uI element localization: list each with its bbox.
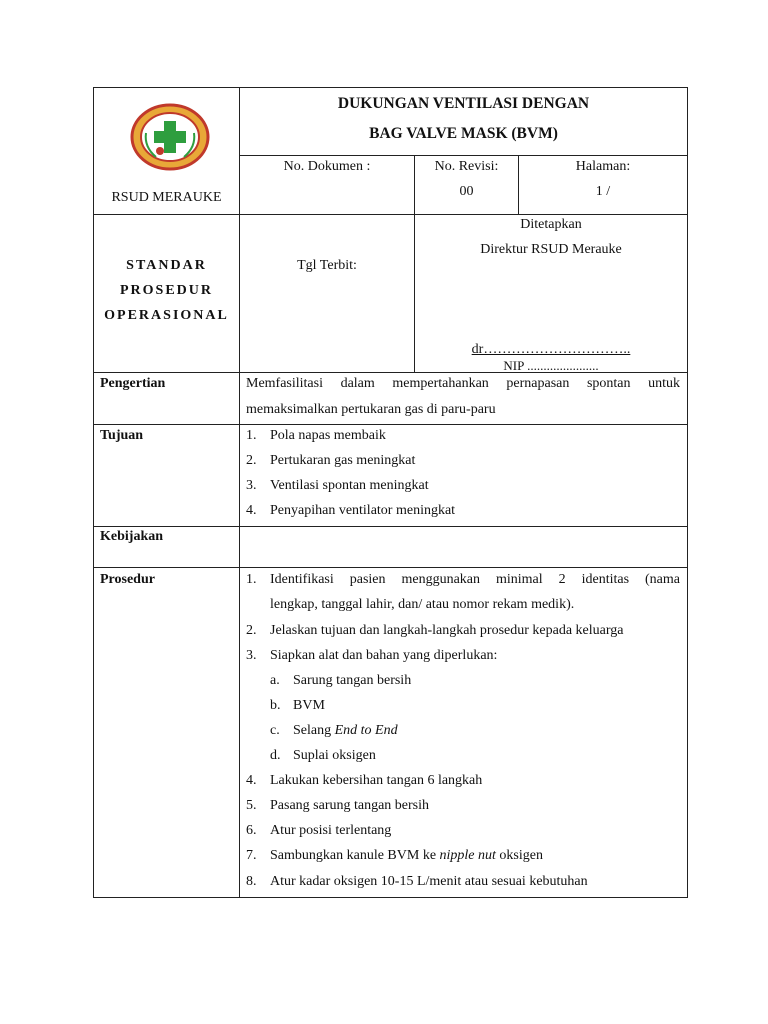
prosedur-subitem-text [293, 722, 398, 739]
prosedur-step-number: 8. [246, 874, 257, 889]
table-divider [93, 424, 688, 425]
document-title-line1: DUKUNGAN VENTILASI DENGAN [337, 95, 590, 112]
prosedur-step-number: 7. [246, 848, 257, 863]
prosedur-step-text: Jelaskan tujuan dan langkah-langkah prosedur kepada keluarga [270, 623, 624, 638]
direktur-label: Direktur RSUD Merauke [480, 242, 622, 257]
step-text-plain: Sambungkan kanule BVM ke [270, 848, 440, 863]
kebijakan-label: Kebijakan [100, 529, 164, 544]
ditetapkan-label: Ditetapkan [520, 217, 582, 232]
step-text-plain: oksigen [495, 848, 543, 863]
prosedur-step-text: Siapkan alat dan bahan yang diperlukan: [270, 648, 498, 663]
halaman-label: Halaman: [575, 159, 631, 174]
prosedur-subitem-letter: d. [270, 748, 281, 763]
prosedur-step-text: Atur posisi terlentang [270, 823, 392, 838]
prosedur-step-number: 4. [246, 773, 257, 788]
table-border-bottom [93, 897, 688, 898]
prosedur-subitem-letter: a. [270, 673, 280, 688]
prosedur-step-number: 3. [246, 648, 257, 663]
prosedur-step-number: 5. [246, 798, 257, 813]
table-divider [93, 526, 688, 527]
prosedur-step-text [270, 847, 543, 864]
sop-title-line3: OPERASIONAL [104, 308, 229, 323]
prosedur-subitem-text: Sarung tangan bersih [293, 673, 412, 688]
hospital-name: RSUD MERAUKE [111, 190, 222, 205]
prosedur-step-text: Lakukan kebersihan tangan 6 langkah [270, 773, 483, 788]
pengertian-text-line1: Memfasilitasi dalam mempertahankan pernapasan spontan untuk [246, 376, 680, 391]
document-title-line2: BAG VALVE MASK (BVM) [369, 125, 558, 142]
table-divider [239, 155, 688, 156]
prosedur-step-number: 1. [246, 572, 257, 587]
tgl-terbit-label: Tgl Terbit: [297, 258, 357, 273]
tujuan-item-text: Pertukaran gas meningkat [270, 453, 416, 468]
table-divider [93, 214, 688, 215]
prosedur-subitem-text: BVM [293, 698, 325, 713]
prosedur-step-number: 2. [246, 623, 257, 638]
no-revisi-value: 00 [459, 184, 474, 199]
tujuan-item-text: Pola napas membaik [270, 428, 386, 443]
table-border-top [93, 87, 688, 88]
prosedur-subitem-text: Suplai oksigen [293, 748, 376, 763]
hospital-logo [130, 103, 210, 171]
prosedur-step-number: 6. [246, 823, 257, 838]
prosedur-step-text: Identifikasi pasien menggunakan minimal 2 identitas (nama [270, 572, 680, 587]
pengertian-text-line2: memaksimalkan pertukaran gas di paru-paru [246, 402, 496, 417]
tujuan-item-number: 1. [246, 428, 257, 443]
pengertian-label: Pengertian [100, 376, 166, 391]
tujuan-label: Tujuan [100, 428, 144, 443]
no-dokumen-label: No. Dokumen : [283, 159, 371, 174]
sop-title-line2: PROSEDUR [119, 283, 213, 298]
tujuan-item-text: Penyapihan ventilator meningkat [270, 503, 456, 518]
tujuan-item-number: 2. [246, 453, 257, 468]
subitem-text-italic: End to End [334, 723, 398, 738]
prosedur-step-text: lengkap, tanggal lahir, dan/ atau nomor rekam medik). [270, 597, 575, 612]
halaman-value: 1 / [595, 184, 611, 199]
step-text-italic: nipple nut [439, 848, 496, 863]
table-border-right [687, 87, 688, 898]
nip-line: NIP ...................... [503, 358, 599, 373]
no-revisi-label: No. Revisi: [434, 159, 499, 174]
prosedur-subitem-letter: c. [270, 723, 280, 738]
tujuan-item-number: 3. [246, 478, 257, 493]
sop-title-line1: STANDAR [126, 258, 207, 273]
tujuan-item-text: Ventilasi spontan meningkat [270, 478, 429, 493]
table-divider [93, 567, 688, 568]
prosedur-step-text: Pasang sarung tangan bersih [270, 798, 430, 813]
prosedur-subitem-letter: b. [270, 698, 281, 713]
table-divider [239, 87, 240, 898]
subitem-text-plain: Selang [293, 723, 335, 738]
prosedur-step-text: Atur kadar oksigen 10-15 L/menit atau sesuai kebutuhan [270, 874, 588, 889]
tujuan-item-number: 4. [246, 503, 257, 518]
signature-dr-line: dr………………………….. [471, 342, 631, 357]
table-border-left [93, 87, 94, 898]
prosedur-label: Prosedur [100, 572, 155, 587]
